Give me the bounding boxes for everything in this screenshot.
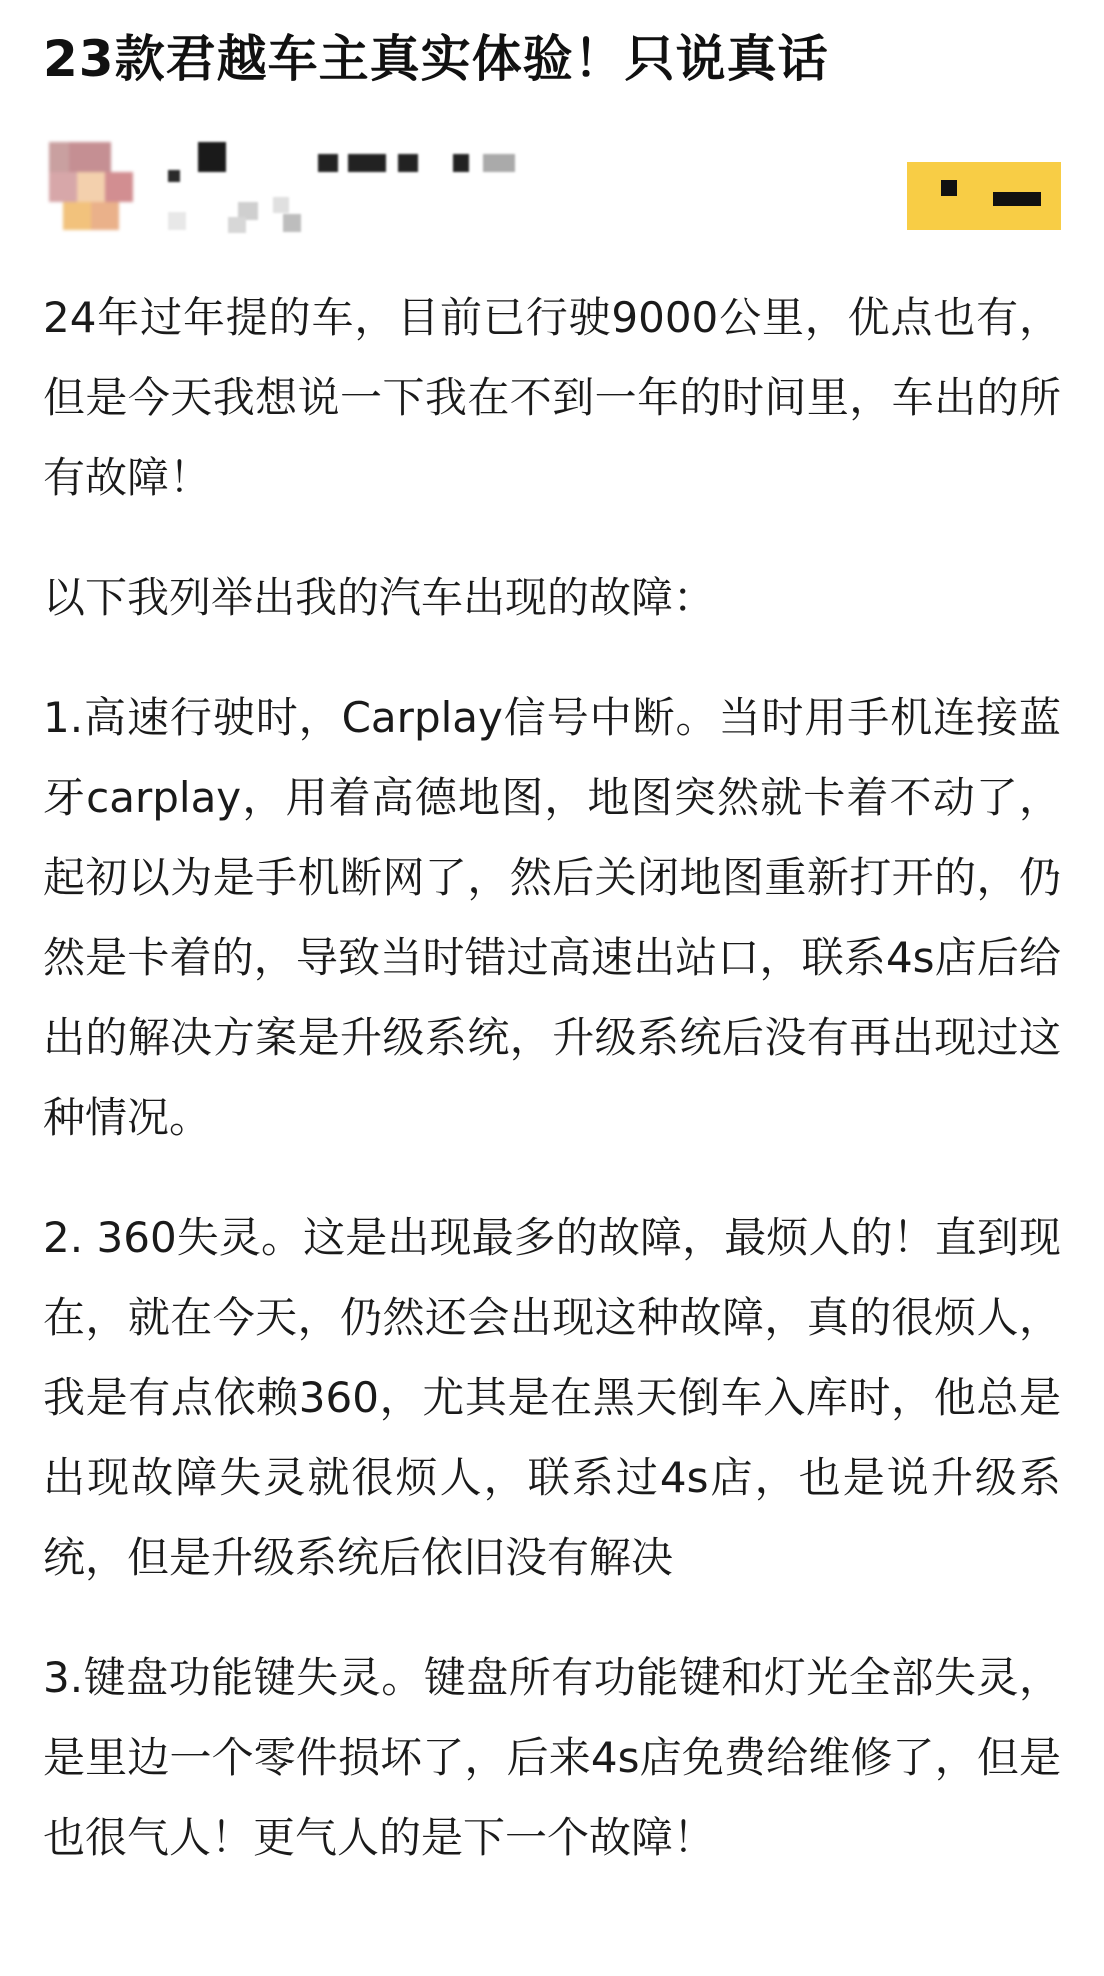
post-title: 23款君越车主真实体验！只说真话 [43,30,829,88]
author-avatar[interactable] [49,142,133,232]
blurred-follow-label-bar [993,192,1041,206]
paragraph-issue-3: 3.键盘功能键失灵。键盘所有功能键和灯光全部失灵，是里边一个零件损坏了，后来4s店免费给维修了，但是也很气人！更气人的是下一个故障！ [43,1653,1061,1862]
follow-button[interactable] [907,162,1061,230]
paragraph-issue-1: 1.高速行驶时，Carplay信号中断。当时用手机连接蓝牙carplay，用着高德地图，地图突然就卡着不动了，起初以为是手机断网了，然后关闭地图重新打开的，仍然是卡着的，导致当时错过高速出站口，联系4s店后给出的解决方案是升级系统，升级系统后没有再出现过这种情况。 [43,693,1061,1142]
paragraph-issue-2: 2. 360失灵。这是出现最多的故障，最烦人的！直到现在，就在今天，仍然还会出现这种故障，真的很烦人，我是有点依赖360，尤其是在黑天倒车入库时，他总是出现故障失灵就很烦人，联系过4s店，也是说升级系统，但是升级系统后依旧没有解决 [43,1213,1061,1582]
author-row [43,142,1061,252]
post-content [43,278,1061,1878]
paragraph-list-intro: 以下我列举出我的汽车出现的故障： [43,573,716,622]
author-name[interactable] [153,142,533,237]
blurred-follow-label-icon [941,180,957,196]
paragraph-intro: 24年过年提的车，目前已行驶9000公里，优点也有，但是今天我想说一下我在不到一年的时间里，车出的所有故障！ [43,293,1061,502]
